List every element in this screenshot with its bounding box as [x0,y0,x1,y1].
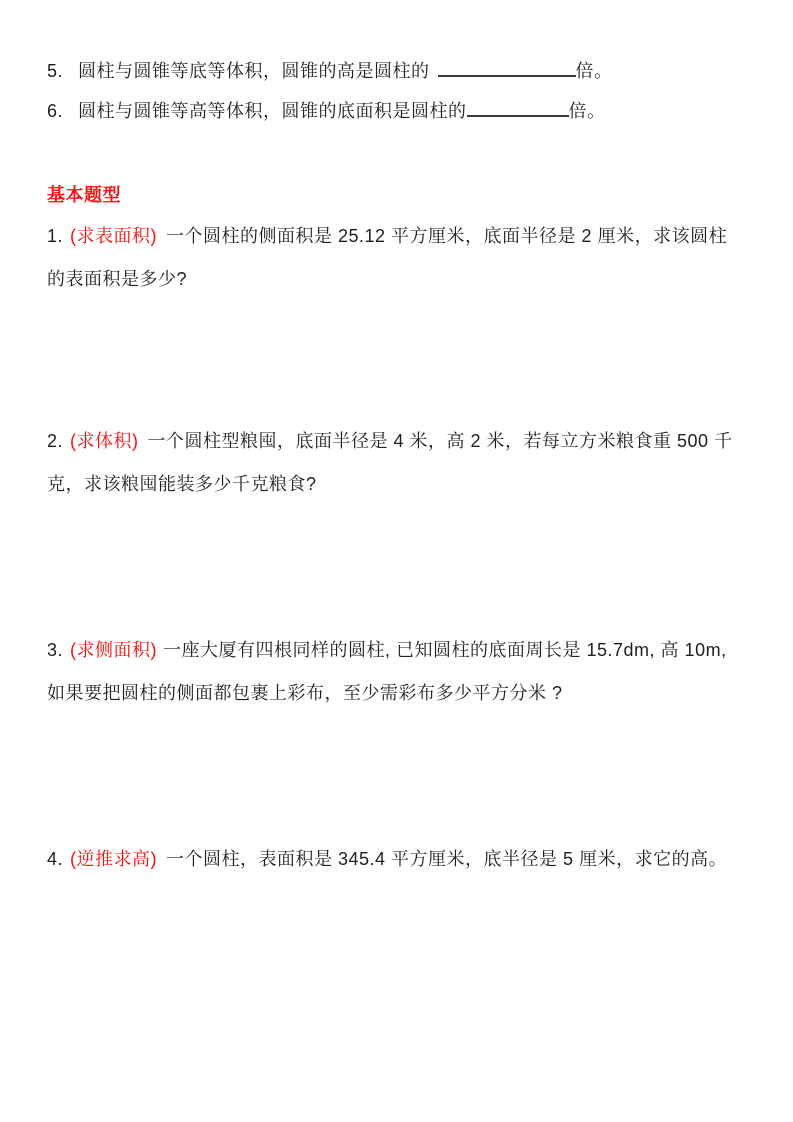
problem-line [47,629,727,672]
problem-1 [47,215,727,301]
problem-line: 如果要把圆柱的侧面都包裹上彩布，至少需彩布多少平方分米 ? [47,683,563,703]
problem-text: 一个圆柱，表面积是 345.4 平方厘米，底半径是 5 厘米，求它的高。 [166,849,728,869]
problem-4 [47,838,727,881]
problem-2 [47,420,733,506]
problem-number: 2. [47,431,64,451]
question-number: 6. [47,101,64,121]
problem-type-label: (求侧面积) [70,640,158,660]
problem-line [47,838,727,881]
problem-type-label: (逆推求高) [70,849,158,869]
problem-line: 的表面积是多少? [47,269,188,289]
question-suffix: 倍。 [568,101,606,121]
problem-number: 3. [47,640,64,660]
problem-number: 4. [47,849,64,869]
fill-question-5 [47,50,613,93]
problem-number: 1. [47,226,64,246]
answer-blank [438,57,576,77]
problem-line [47,420,733,463]
problem-text: 一个圆柱型粮囤，底面半径是 4 米，高 2 米，若每立方米粮食重 500 千 [147,431,733,451]
problem-text: 一座大厦有四根同样的圆柱, 已知圆柱的底面周长是 15.7dm, 高 10m, [163,640,727,660]
question-number: 5. [47,61,64,81]
problem-type-label: (求表面积) [70,226,158,246]
problem-line [47,215,727,258]
problem-line: 克，求该粮囤能装多少千克粮食? [47,474,317,494]
question-suffix: 倍。 [575,61,613,81]
question-text: 圆柱与圆锥等高等体积，圆锥的底面积是圆柱的 [78,101,467,121]
fill-question-6 [47,90,606,133]
question-text: 圆柱与圆锥等底等体积，圆锥的高是圆柱的 [78,61,430,81]
problem-3 [47,629,727,715]
problem-text: 一个圆柱的侧面积是 25.12 平方厘米，底面半径是 2 厘米，求该圆柱 [166,226,728,246]
problem-type-label: (求体积) [70,431,139,451]
section-heading: 基本题型 [47,185,121,205]
answer-blank [467,97,569,117]
